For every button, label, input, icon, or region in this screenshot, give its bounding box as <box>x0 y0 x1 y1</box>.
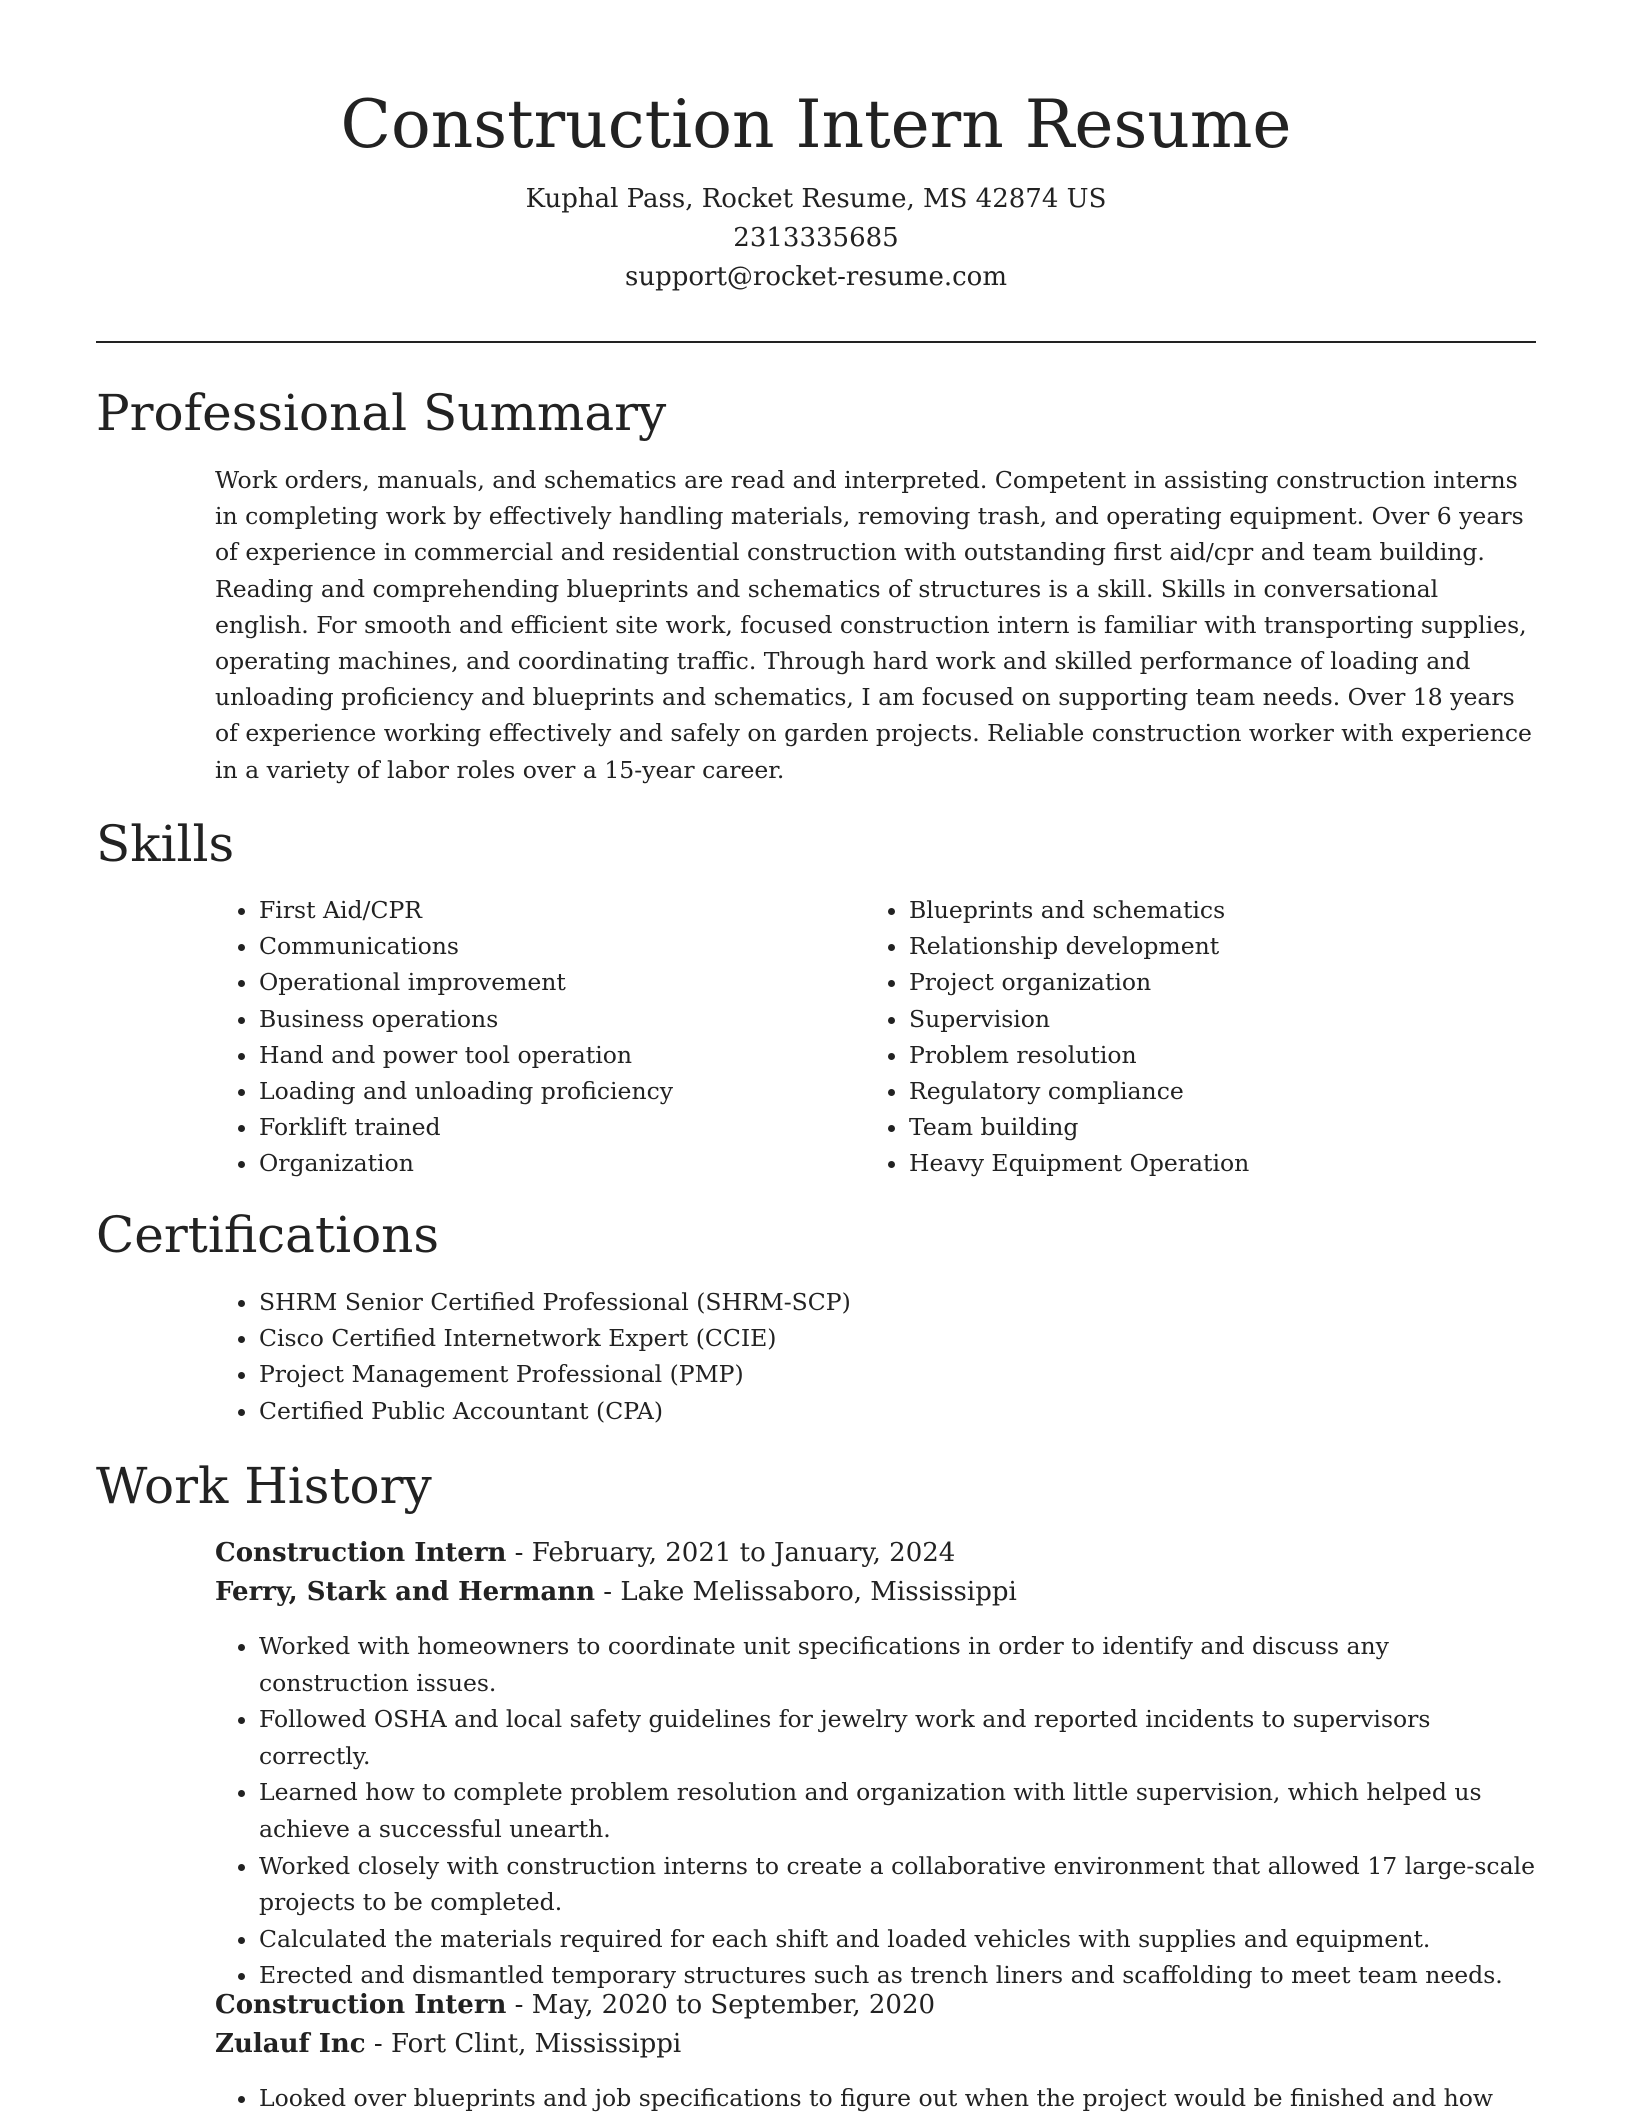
job-duty: • Followed OSHA and local safety guidelines for jewelry work and reported incidents to supervisors correctly. <box>259 1701 1540 1774</box>
job-title: Construction Intern <box>215 1990 507 2020</box>
certification-item: • Cisco Certified Internetwork Expert (CCIE) <box>259 1320 1535 1356</box>
skill-item: • Relationship development <box>909 928 1465 964</box>
skills-heading: Skills <box>96 815 235 873</box>
summary-heading: Professional Summary <box>96 384 667 442</box>
certification-item: • Project Management Professional (PMP) <box>259 1356 1535 1392</box>
job-title: Construction Intern <box>215 1538 507 1568</box>
job-entry <box>215 1986 1540 2112</box>
job-dates: - February, 2021 to January, 2024 <box>506 1538 956 1568</box>
summary-text: Work orders, manuals, and schematics are read and interpreted. Competent in assisting construction interns in completing work by effectively handling materials, removing trash, and operating equipment. Over 6 years of experience in commercial and residential construction with outstanding first aid/cpr and team building. Reading and comprehending blueprints and schematics of structures is a skill. Skills in conversational english. For smooth and efficient site work, focused construction intern is familiar with transporting supplies, operating machines, and coordinating traffic. Through hard work and skilled performance of loading and unloading proficiency and blueprints and schematics, I am focused on supporting team needs. Over 18 years of experience working effectively and safely on garden projects. Reliable construction worker with experience in a variety of labor roles over a 15-year career. <box>215 466 1532 784</box>
job-title-line <box>215 1986 1540 2025</box>
skill-item: • Loading and unloading proficiency <box>259 1073 815 1109</box>
job-company-line <box>215 1573 1540 1612</box>
skill-item: • Regulatory compliance <box>909 1073 1465 1109</box>
job-company: Zulauf Inc <box>215 2029 366 2059</box>
job-duty: • Erected and dismantled temporary structures such as trench liners and scaffolding to meet team needs. <box>259 1957 1540 1994</box>
skill-item: • Business operations <box>259 1001 815 1037</box>
skill-item: • Problem resolution <box>909 1037 1465 1073</box>
certification-item: • Certified Public Accountant (CPA) <box>259 1393 1535 1429</box>
skill-item: • Blueprints and schematics <box>909 892 1465 928</box>
skill-item: • Heavy Equipment Operation <box>909 1145 1465 1181</box>
contact-info <box>96 180 1536 297</box>
skills-column-left <box>215 892 815 1182</box>
work-history-heading: Work History <box>96 1457 432 1515</box>
job-duties <box>215 1628 1540 1994</box>
skill-item: • Operational improvement <box>259 964 815 1000</box>
job-location: - Lake Melissaboro, Mississippi <box>595 1577 1017 1607</box>
skill-item: • Communications <box>259 928 815 964</box>
job-duty: • Worked with homeowners to coordinate unit specifications in order to identify and discuss any construction issues. <box>259 1628 1540 1701</box>
contact-phone: 2313335685 <box>733 223 899 253</box>
job-dates: - May, 2020 to September, 2020 <box>506 1990 936 2020</box>
header-divider <box>96 341 1536 343</box>
certifications-heading: Certifications <box>96 1206 440 1264</box>
job-entry <box>215 1534 1540 1994</box>
contact-email: support@rocket-resume.com <box>624 262 1007 292</box>
page-title: Construction Intern Resume <box>340 86 1292 163</box>
job-duty: • Calculated the materials required for each shift and loaded vehicles with supplies and equipment. <box>259 1921 1540 1958</box>
job-company: Ferry, Stark and Hermann <box>215 1577 596 1607</box>
job-company-line <box>215 2025 1540 2064</box>
job-title-line <box>215 1534 1540 1573</box>
skill-item: • Team building <box>909 1109 1465 1145</box>
skill-item: • Supervision <box>909 1001 1465 1037</box>
certification-item: • SHRM Senior Certified Professional (SHRM-SCP) <box>259 1284 1535 1320</box>
certifications-list <box>215 1284 1535 1429</box>
resume-header <box>96 80 1536 297</box>
skill-item: • Hand and power tool operation <box>259 1037 815 1073</box>
job-duty: • Learned how to complete problem resolution and organization with little supervision, which helped us achieve a successful unearth. <box>259 1774 1540 1847</box>
skill-item: • Project organization <box>909 964 1465 1000</box>
skill-item: • First Aid/CPR <box>259 892 815 928</box>
skills-column-right <box>865 892 1465 1182</box>
job-duties <box>215 2080 1540 2112</box>
job-location: - Fort Clint, Mississippi <box>365 2029 682 2059</box>
skill-item: • Organization <box>259 1145 815 1181</box>
job-duty: • Worked closely with construction interns to create a collaborative environment that allowed 17 large-scale projects to be completed. <box>259 1848 1540 1921</box>
contact-address: Kuphal Pass, Rocket Resume, MS 42874 US <box>525 184 1107 214</box>
skill-item: • Forklift trained <box>259 1109 815 1145</box>
job-duty: • Looked over blueprints and job specifications to figure out when the project would be finished and how <box>259 2080 1540 2112</box>
